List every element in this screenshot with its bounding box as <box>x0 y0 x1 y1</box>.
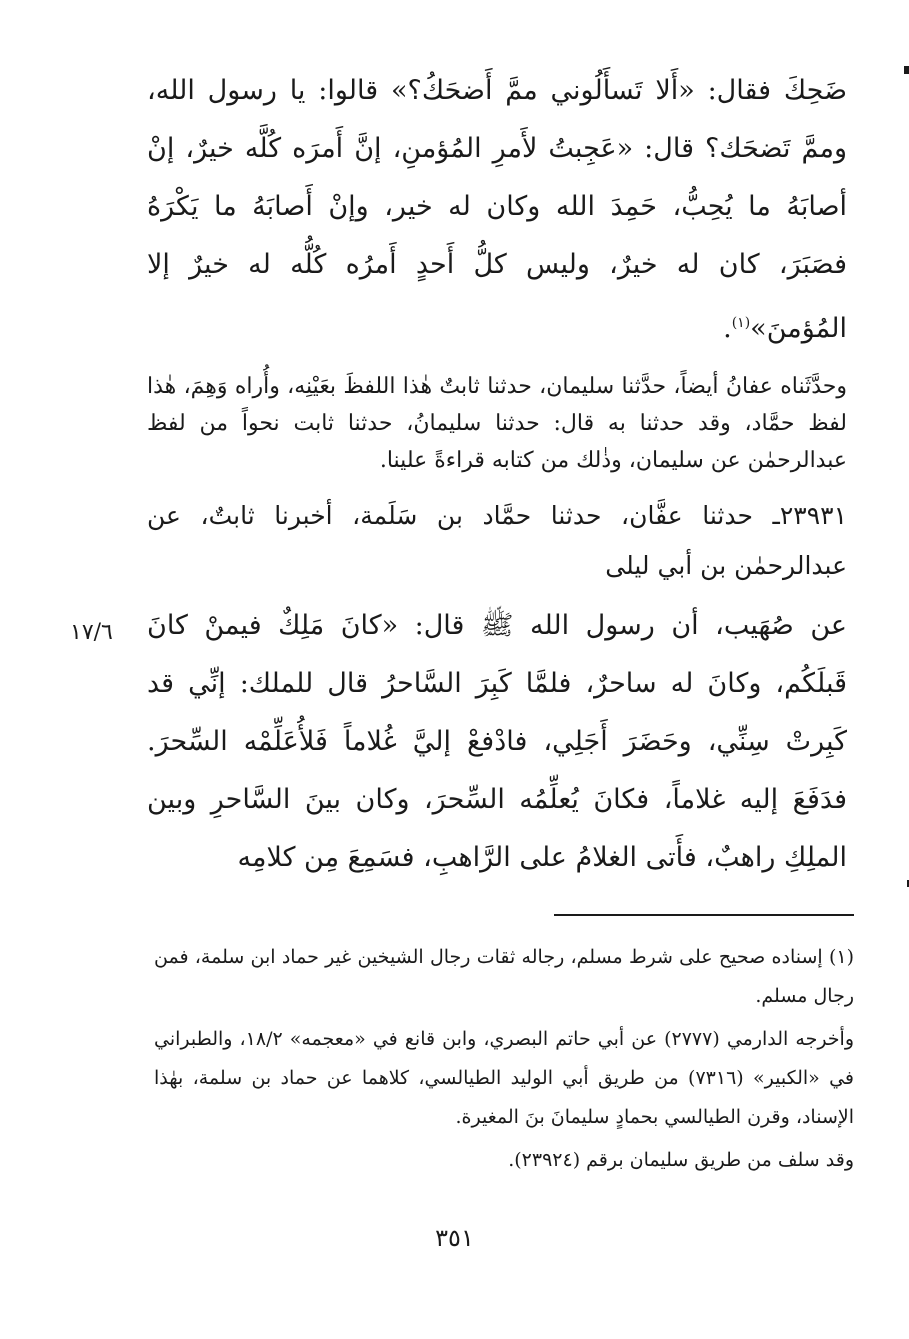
narration-note: وحدَّثَناه عفانُ أيضاً، حدَّثنا سليمان، حدثنا ثابتٌ هٰذا اللفظَ بعَيْنِه، وأُراه وَهِمَ، هٰذا لفظ حمَّاد، وقد حدثنا به قال: حدثنا سليمانُ، حدثنا ثابت نحواً من لفظ عبدالرحمٰن عن سليمان، وذٰلك من كتابه قراءةً علينا. <box>147 374 847 473</box>
sentence-end: . <box>723 313 732 344</box>
hadith-text-continuation <box>147 62 847 358</box>
main-text <box>147 62 847 887</box>
hadith-text: عن صُهَيب، أن رسول الله ﷺ قال: «كانَ مَلِكٌ فيمنْ كانَ قَبلَكُم، وكانَ له ساحرٌ، فلمَّا كَبِرَ السَّاحرُ قال للملك: إنِّي قد كَبِرتْ سِنِّي، وحَضَرَ أَجَلِي، فادْفعْ إليَّ غُلاماً فَلأُعَلِّمْه السِّحرَ. فدَفَعَ إليه غلاماً، فكانَ يُعلِّمُه السِّحرَ، وكان بينَ السَّاحرِ وبين الملِكِ راهبٌ، فأَتى الغلامُ على الرَّاهبِ، فسَمِعَ مِن كلامِه <box>147 610 847 873</box>
footnote-1: (١) إسناده صحيح على شرط مسلم، رجاله ثقات رجال الشيخين غير حماد ابن سلمة، فمن رجال مسلم. <box>154 946 854 1007</box>
hadith-isnad: ٢٣٩٣١ـ حدثنا عفَّان، حدثنا حمَّاد بن سَلَمة، أخبرنا ثابتٌ، عن عبدالرحمٰن بن أبي ليلى <box>147 501 847 580</box>
footnote-marker: (١) <box>731 315 751 331</box>
scan-mark-top <box>904 66 909 74</box>
footnotes <box>154 938 854 1184</box>
page-number: ٣٥١ <box>435 1224 474 1252</box>
footnote-sources: وأخرجه الدارمي (٢٧٧٧) عن أبي حاتم البصري، وابن قانع في «معجمه» ١٨/٢، والطبراني في «الكبير» (٧٣١٦) من طريق أبي الوليد الطيالسي، كلاهما عن حماد بن سلمة، بهٰذا الإسناد، وقرن الطيالسي بحمادٍ سليمانَ بنَ المغيرة. <box>154 1028 855 1128</box>
hadith-text-body: ضَحِكَ فقال: «أَلا تَسأَلُوني ممَّ أَضحَكُ؟» قالوا: يا رسول الله، وممَّ تَضحَك؟ قال: «عَجِبتُ لأَمرِ المُؤمنِ، إنَّ أَمرَه كُلَّه خيرٌ، إنْ أصابَهُ ما يُحِبُّ، حَمِدَ الله وكان له خير، وإنْ أَصابَهُ ما يَكْرَهُ فصَبَرَ، كان له خيرٌ، وليس كلُّ أَحدٍ أَمرُه كُلُّه له خيرٌ إلا المُؤمنَ» <box>147 75 847 344</box>
footnote-divider <box>554 914 854 916</box>
footnote-cross-reference: وقد سلف من طريق سليمان برقم (٢٣٩٢٤). <box>508 1149 854 1171</box>
margin-reference: ١٧/٦ <box>70 620 113 645</box>
